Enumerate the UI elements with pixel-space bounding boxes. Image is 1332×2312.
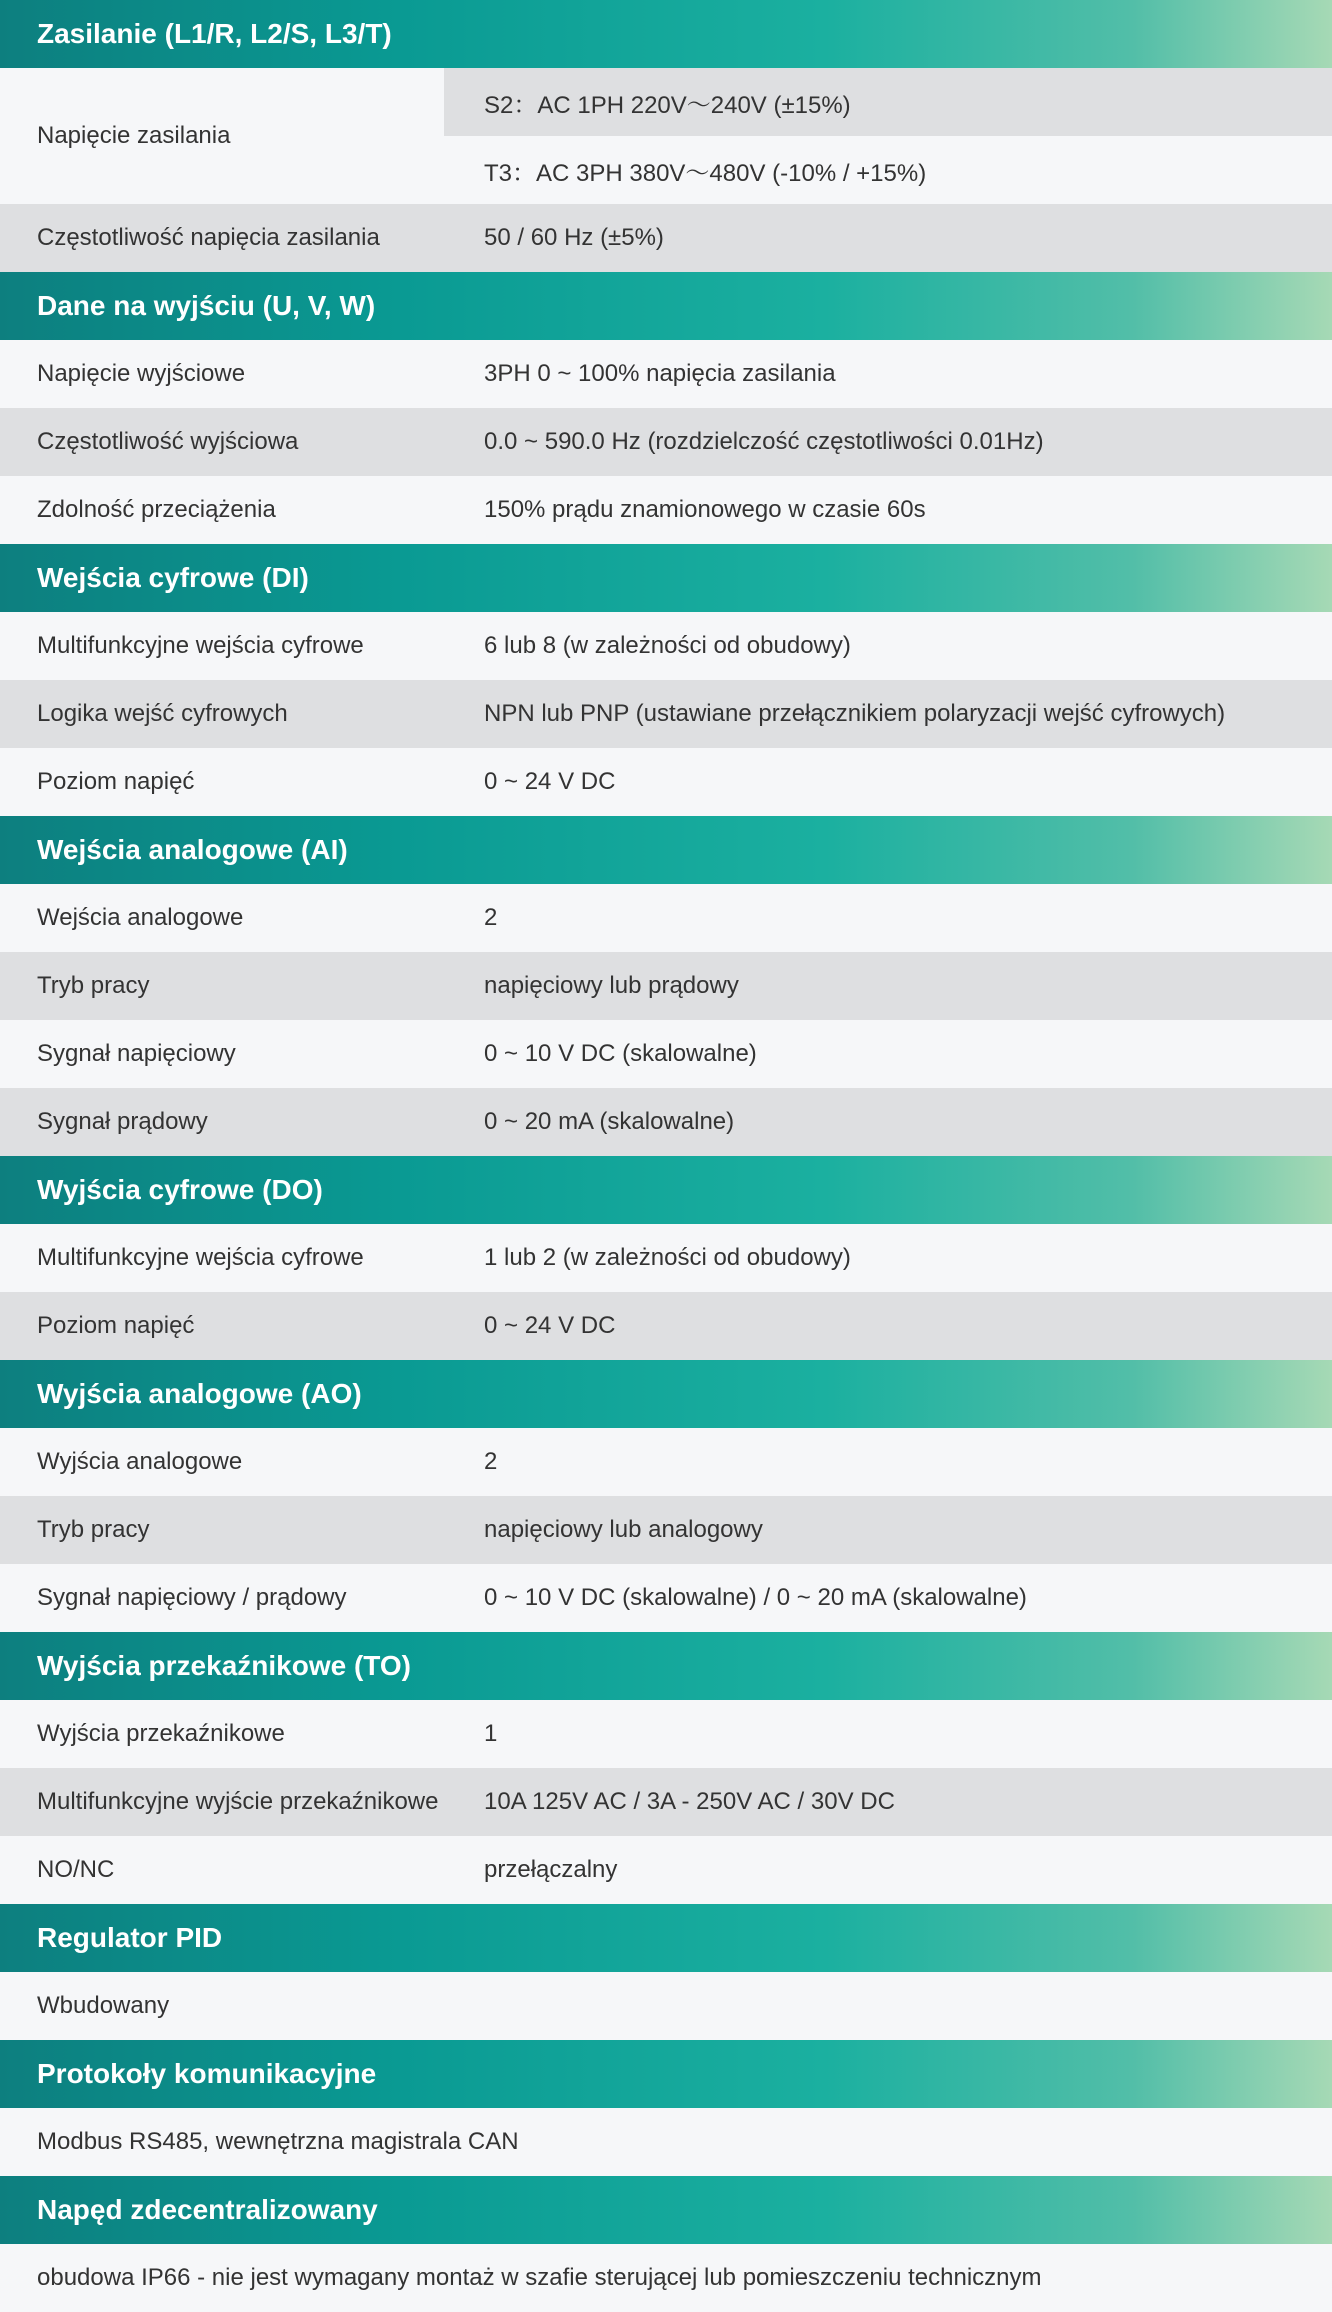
spec-label: Sygnał prądowy: [37, 1108, 208, 1135]
spec-value: NPN lub PNP (ustawiane przełącznikiem polaryzacji wejść cyfrowych): [484, 700, 1226, 727]
spec-row: [0, 1224, 1332, 1292]
spec-row: [0, 952, 1332, 1020]
spec-label: Sygnał napięciowy / prądowy: [37, 1584, 347, 1611]
spec-value: 2: [484, 1448, 498, 1475]
spec-value: 0 ~ 24 V DC: [484, 768, 616, 795]
spec-value: 10A 125V AC / 3A - 250V AC / 30V DC: [484, 1788, 895, 1815]
spec-row: [0, 1768, 1332, 1836]
spec-label: Poziom napięć: [37, 768, 195, 795]
spec-row: [0, 1496, 1332, 1564]
spec-value: 0.0 ~ 590.0 Hz (rozdzielczość częstotliwości 0.01Hz): [484, 428, 1044, 455]
spec-label: Napięcie zasilania: [37, 122, 231, 149]
spec-row: [0, 476, 1332, 544]
spec-value: 150% prądu znamionowego w czasie 60s: [484, 496, 926, 523]
spec-value: 1: [484, 1720, 498, 1747]
spec-row: [0, 884, 1332, 952]
spec-row: [0, 2244, 1332, 2312]
spec-label: Tryb pracy: [37, 972, 150, 999]
spec-value: 50 / 60 Hz (±5%): [484, 224, 664, 251]
spec-row: [0, 340, 1332, 408]
spec-value: S2：AC 1PH 220V～240V (±15%): [444, 68, 1332, 136]
spec-value: 6 lub 8 (w zależności od obudowy): [484, 632, 851, 659]
spec-value: 0 ~ 20 mA (skalowalne): [484, 1108, 735, 1135]
supply-values: [444, 68, 1332, 204]
spec-label: Wyjścia przekaźnikowe: [37, 1720, 285, 1747]
spec-row: [0, 1428, 1332, 1496]
spec-label: Poziom napięć: [37, 1312, 195, 1339]
spec-value: przełączalny: [484, 1856, 618, 1883]
section-header: Dane na wyjściu (U, V, W): [0, 272, 1332, 340]
spec-value: 0 ~ 10 V DC (skalowalne) / 0 ~ 20 mA (skalowalne): [484, 1584, 1027, 1611]
spec-label: Napięcie wyjściowe: [37, 360, 246, 387]
spec-row: [0, 1564, 1332, 1632]
spec-row: [0, 408, 1332, 476]
spec-label: Sygnał napięciowy: [37, 1040, 236, 1067]
spec-value: 1 lub 2 (w zależności od obudowy): [484, 1244, 851, 1271]
spec-row: [0, 2108, 1332, 2176]
spec-row: [0, 1292, 1332, 1360]
spec-label: NO/NC: [37, 1856, 115, 1883]
supply-voltage-row: [0, 68, 1332, 204]
spec-label: Zdolność przeciążenia: [37, 496, 276, 523]
section-header: Napęd zdecentralizowany: [0, 2176, 1332, 2244]
section-header: Zasilanie (L1/R, L2/S, L3/T): [0, 0, 1332, 68]
spec-value: T3：AC 3PH 380V～480V (-10% / +15%): [484, 159, 927, 187]
spec-label: Modbus RS485, wewnętrzna magistrala CAN: [37, 2128, 519, 2155]
section-header: Wyjścia przekaźnikowe (TO): [0, 1632, 1332, 1700]
spec-value: 3PH 0 ~ 100% napięcia zasilania: [484, 360, 836, 387]
spec-label: Multifunkcyjne wejścia cyfrowe: [37, 632, 364, 659]
spec-label: Częstotliwość wyjściowa: [37, 428, 299, 455]
section-header: Wyjścia analogowe (AO): [0, 1360, 1332, 1428]
spec-row: [0, 1020, 1332, 1088]
section-header: Regulator PID: [0, 1904, 1332, 1972]
spec-row: [0, 1088, 1332, 1156]
spec-label: Częstotliwość napięcia zasilania: [37, 224, 380, 251]
spec-row: [0, 1972, 1332, 2040]
spec-label: Wejścia analogowe: [37, 904, 244, 931]
spec-value: napięciowy lub prądowy: [484, 972, 739, 999]
spec-row: [0, 1700, 1332, 1768]
spec-row: [0, 748, 1332, 816]
section-header: Protokoły komunikacyjne: [0, 2040, 1332, 2108]
spec-row: [0, 204, 1332, 272]
spec-value: napięciowy lub analogowy: [484, 1516, 763, 1543]
spec-label: Tryb pracy: [37, 1516, 150, 1543]
section-header: Wejścia analogowe (AI): [0, 816, 1332, 884]
section-header: Wejścia cyfrowe (DI): [0, 544, 1332, 612]
spec-label: obudowa IP66 - nie jest wymagany montaż w szafie sterującej lub pomieszczeniu technicznym: [37, 2264, 1042, 2291]
section-header: Wyjścia cyfrowe (DO): [0, 1156, 1332, 1224]
spec-label: Logika wejść cyfrowych: [37, 700, 288, 727]
spec-value: 0 ~ 10 V DC (skalowalne): [484, 1040, 757, 1067]
spec-label: Multifunkcyjne wyjście przekaźnikowe: [37, 1788, 439, 1815]
spec-label: Wyjścia analogowe: [37, 1448, 243, 1475]
spec-value: 2: [484, 904, 498, 931]
spec-row: [0, 680, 1332, 748]
spec-row: [0, 1836, 1332, 1904]
spec-row: [0, 612, 1332, 680]
spec-label: Multifunkcyjne wejścia cyfrowe: [37, 1244, 364, 1271]
spec-label: Wbudowany: [37, 1992, 170, 2019]
spec-value: 0 ~ 24 V DC: [484, 1312, 616, 1339]
